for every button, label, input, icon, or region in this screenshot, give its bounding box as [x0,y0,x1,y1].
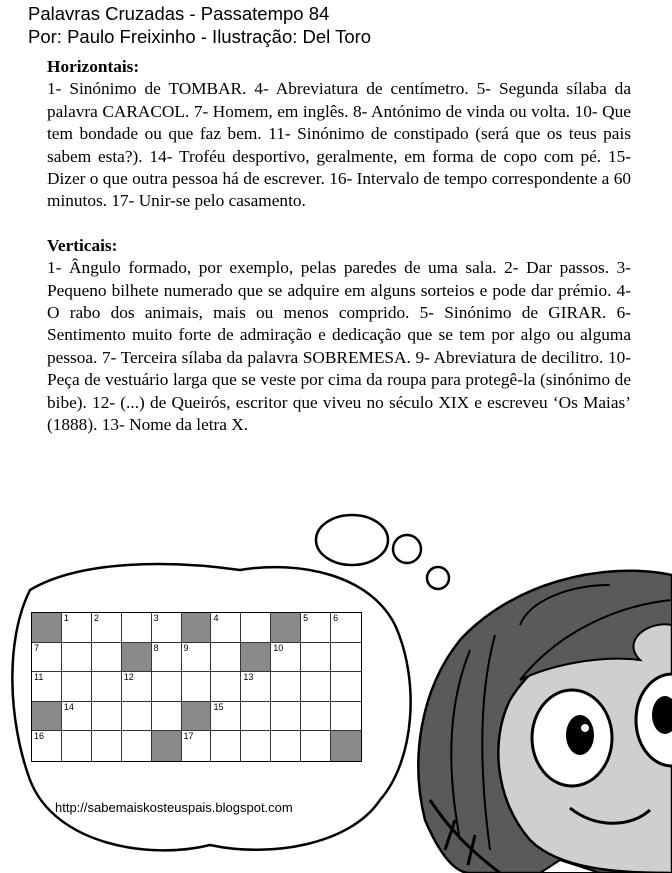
clue-number: 11 [34,672,44,683]
grid-cell[interactable] [152,613,182,643]
grid-block [182,613,212,643]
bubble-dot-large [316,515,388,565]
clue-number: 16 [34,731,45,742]
clue-number: 6 [333,613,339,623]
grid-block [241,643,271,673]
clue: 7- Terceira sílaba da palavra SOBREMESA. [102,347,411,367]
girl-character [418,571,672,873]
grid-cell[interactable] [122,702,152,732]
clue: 5- Sinónimo de GIRAR. [419,303,607,323]
grid-cell[interactable] [301,643,331,673]
grid-cell[interactable] [122,613,152,643]
grid-cell[interactable] [182,731,212,761]
grid-cell[interactable] [211,613,241,643]
grid-block [331,731,361,761]
clue: 11- Sinónimo de constipado (será que os teus pais sabem esta?). [47,124,631,166]
clue: 16- Intervalo de tempo correspondente a 60 minutos. [47,169,631,211]
grid-cell[interactable] [271,672,301,702]
clue: 13- Nome da letra X. [101,415,249,435]
girl-left-glint [581,724,589,732]
clue-number: 13 [243,672,254,683]
grid-cell[interactable] [331,613,361,643]
grid-cell[interactable] [211,643,241,673]
grid-block [32,702,62,732]
clue: 12- (...) de Queirós, escritor que viveu no século XIX e escreveu ‘Os Maias’ (1888). [47,392,631,435]
clue: 15- Dizer o que outra pessoa há de escrever. [47,146,631,189]
crossword-grid[interactable] [31,612,362,762]
clue: 3- Pequeno bilhete numerado que se adquire em alguns sorteios e pode dar prémio. [47,258,632,300]
grid-cell[interactable] [32,643,62,673]
credits-line: Por: Paulo Freixinho - Ilustração: Del Toro [28,26,372,47]
grid-cell[interactable] [271,731,301,761]
grid-cell[interactable] [62,613,92,643]
clue-number: 12 [123,672,134,683]
clue: 10- Que tem bondade ou que faz bem. [47,101,631,144]
grid-cell[interactable] [301,702,331,732]
grid-cell[interactable] [241,731,271,761]
grid-cell[interactable] [301,731,331,761]
clue: 4- O rabo dos animais, mais ou menos comprido. [47,280,631,323]
grid-cell[interactable] [241,613,271,643]
grid-cell[interactable] [122,672,152,702]
puzzle-title: Palavras Cruzadas - Passatempo 84 [28,3,330,24]
grid-cell[interactable] [32,731,62,761]
grid-block [122,643,152,673]
grid-cell[interactable] [152,643,182,673]
grid-cell[interactable] [122,731,152,761]
grid-cell[interactable] [92,672,122,702]
grid-cell[interactable] [62,702,92,732]
grid-block [32,613,62,643]
clue: 1- Sinónimo de TOMBAR. [47,79,247,99]
grid-block [152,731,182,761]
grid-cell[interactable] [92,731,122,761]
clue-number: 7 [34,642,40,653]
grid-cell[interactable] [241,702,271,732]
grid-block [271,613,301,643]
grid-block [182,702,212,732]
grid-cell[interactable] [301,672,331,702]
grid-cell[interactable] [152,702,182,732]
girl-left-pupil [566,715,594,755]
grid-cell[interactable] [152,672,182,702]
grid-cell[interactable] [241,672,271,702]
clue-number: 8 [153,642,159,653]
grid-cell[interactable] [211,731,241,761]
grid-cell[interactable] [271,643,301,673]
clue-number: 4 [213,613,219,623]
clue-number: 15 [213,701,224,712]
grid-cell[interactable] [92,643,122,673]
clue: 1- Ângulo formado, por exemplo, pelas paredes de uma sala. [47,258,497,278]
grid-cell[interactable] [62,731,92,761]
grid-cell[interactable] [331,643,361,673]
clue-number: 3 [153,613,159,623]
grid-cell[interactable] [211,702,241,732]
grid-cell[interactable] [92,613,122,643]
grid-cell[interactable] [182,643,212,673]
clue: 9- Abreviatura de decilitro. [415,347,604,367]
clue-number: 9 [183,642,189,653]
clue-number: 2 [93,613,99,623]
clue-number: 5 [303,613,309,623]
grid-cell[interactable] [301,613,331,643]
clue: 6- Sentimento muito forte de admiração e dedicação que se tem por algo ou alguma pessoa. [47,303,631,367]
clue-number: 1 [63,613,69,623]
blog-url: http://sabemaiskosteuspais.blogspot.com [55,800,293,815]
clue: 7- Homem, em inglês. [193,101,349,121]
grid-cell[interactable] [331,672,361,702]
clue: 10- Peça de vestuário larga que se veste por cima da roupa para protegê-la (sinónimo de bibe). [47,347,632,412]
clue: 2- Dar passos. [504,258,610,278]
grid-cell[interactable] [62,672,92,702]
grid-cell[interactable] [182,672,212,702]
horizontais-heading: Horizontais: [47,57,140,76]
bubble-dot-medium [393,535,421,563]
grid-cell[interactable] [211,672,241,702]
verticais-heading: Verticais: [47,235,118,255]
bubble-dot-small [427,567,449,589]
grid-cell[interactable] [331,702,361,732]
clue: 14- Troféu desportivo, geralmente, em forma de copo com pé. [149,146,602,166]
clue-number: 10 [273,642,284,653]
clue: 17- Unir-se pelo casamento. [111,191,306,211]
grid-cell[interactable] [32,672,62,702]
grid-cell[interactable] [271,702,301,732]
clue-number: 17 [183,731,194,742]
clue: 8- Antónimo de vinda ou volta. [353,101,571,121]
clue: 4- Abreviatura de centímetro. [254,79,469,99]
clue-number: 14 [63,701,74,712]
clue: 5- Segunda sílaba da palavra CARACOL. [47,79,631,121]
grid-cell[interactable] [92,702,122,732]
grid-cell[interactable] [62,643,92,673]
